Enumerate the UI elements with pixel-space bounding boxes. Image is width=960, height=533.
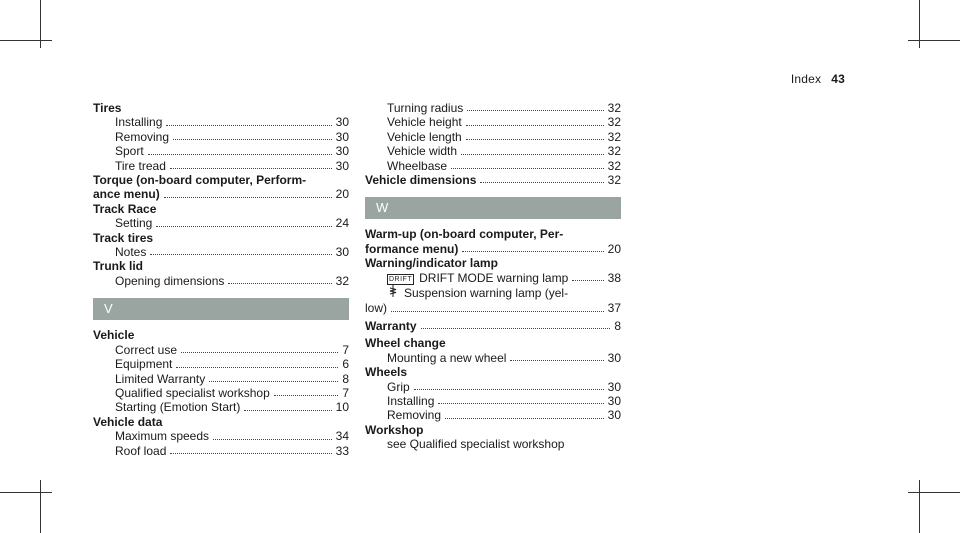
section-title: Index [790,72,822,86]
index-term: Tires [93,101,122,115]
index-column-right [365,101,621,452]
drift-icon: DRIFT [389,275,413,283]
see-reference[interactable]: see Qualified specialist workshop [387,437,565,452]
index-term: Workshop [365,422,424,437]
page-header [791,72,845,86]
crop-mark [40,480,41,533]
index-entry[interactable]: Maximum speeds 34 [115,429,349,444]
crop-mark [908,40,960,41]
index-term: Wheel change [365,336,446,351]
index-entry[interactable]: Removing 30 [387,408,621,423]
index-column-left [93,101,349,458]
index-term: Vehicle [93,328,135,343]
index-entry[interactable]: Grip 30 [387,379,621,394]
index-entry-line[interactable]: Suspension warning lamp (yel- [365,285,621,301]
letter-heading: W [365,197,621,219]
index-term: Wheels [365,365,408,380]
suspension-icon [387,285,399,301]
index-entry[interactable]: Notes 30 [115,245,349,260]
crop-mark [919,480,920,533]
index-entry[interactable]: Installing 30 [115,115,349,130]
index-entry[interactable]: Installing 30 [387,393,621,408]
index-entry[interactable]: Equipment 6 [115,357,349,372]
index-entry[interactable]: Opening dimensions 32 [115,273,349,288]
index-term: Trunk lid [93,259,144,274]
index-entry[interactable]: Turning radius 32 [387,101,621,115]
index-term: Track Race [93,201,157,216]
index-entry[interactable]: ance menu) 20 [93,187,349,202]
index-entry[interactable]: Vehicle height 32 [387,115,621,130]
index-entry[interactable]: DRIFT DRIFT MODE warning lamp 38 [389,270,621,285]
index-entry[interactable]: Sport 30 [115,144,349,159]
index-entry[interactable]: Warranty 8 [365,318,621,333]
index-term: Vehicle data [93,414,163,429]
index-entry[interactable]: Starting (Emotion Start) 10 [115,400,349,415]
index-term: Warning/indicator lamp [365,256,498,271]
crop-mark [0,492,52,493]
index-entry[interactable]: low) 37 [365,301,621,316]
index-entry[interactable]: Roof load 33 [115,443,349,458]
index-entry[interactable]: Setting 24 [115,216,349,231]
index-entry[interactable]: Wheelbase 32 [387,158,621,173]
crop-mark [0,40,52,41]
index-term: Warm-up (on-board computer, Per- [365,227,564,242]
index-entry[interactable]: Removing 30 [115,129,349,144]
index-entry[interactable]: Vehicle width 32 [387,144,621,159]
index-term: Torque (on-board computer, Perform- [93,173,307,188]
crop-mark [908,492,960,493]
index-term: Track tires [93,230,154,245]
index-entry[interactable]: formance menu) 20 [365,241,621,256]
index-entry[interactable]: Vehicle length 32 [387,129,621,144]
index-entry[interactable]: Qualified specialist workshop 7 [115,385,349,400]
index-entry[interactable]: Tire tread 30 [115,158,349,173]
index-entry[interactable]: Mounting a new wheel 30 [387,350,621,365]
page-number: 43 [831,72,845,86]
index-entry[interactable]: Correct use 7 [115,342,349,357]
index-entry[interactable]: Vehicle dimensions 32 [365,173,621,188]
letter-heading: V [93,298,349,320]
index-entry[interactable]: Limited Warranty 8 [115,371,349,386]
